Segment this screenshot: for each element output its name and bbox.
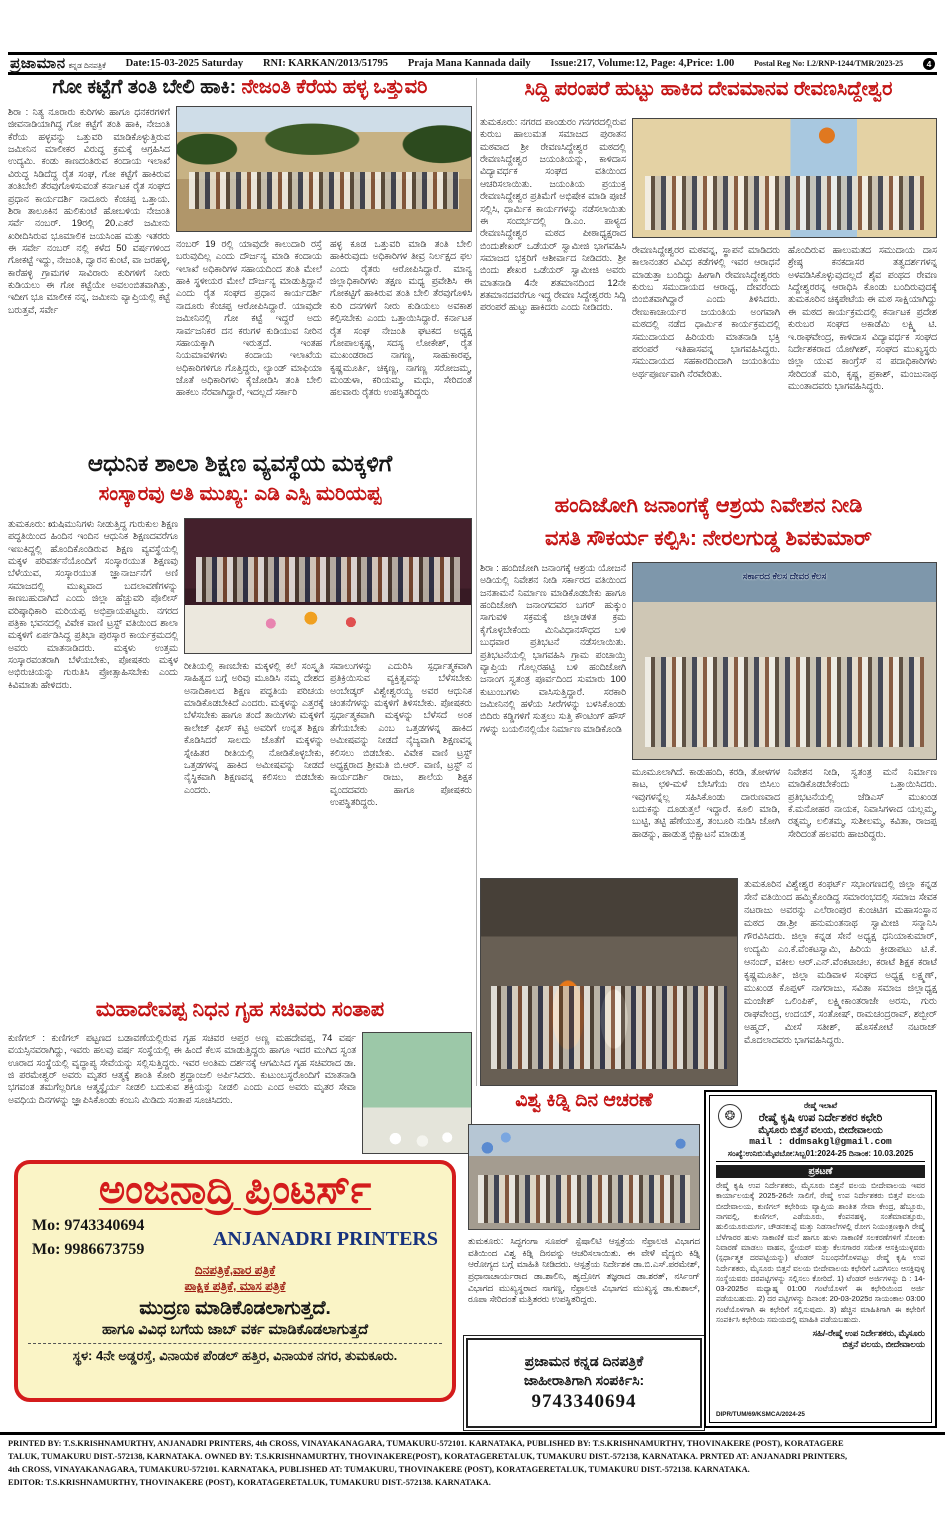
- notice-sign-line1: ಸಹಿ/-ರೇಷ್ಮೆ ಉಪ ನಿರ್ದೇಶಕರು, ಮೈಸೂರು: [812, 1328, 925, 1339]
- article4-headline-line1: ಹಂದಿಜೋಗಿ ಜನಾಂಗಕ್ಕೆ ಆಶ್ರಯ ನಿವೇಶನ ನೀಡಿ: [554, 494, 863, 517]
- ad-sub-line: ಹಾಗೂ ವಿವಿಧ ಬಗೆಯ ಜಾಬ್ ವರ್ಕ ಮಾಡಿಕೊಡಲಾಗುತ್ತದೆ: [101, 1322, 369, 1338]
- notice-sign-line2: ಬಿತ್ತನೆ ವಲಯ, ಬೀದೇವಾಲಯ: [842, 1339, 925, 1350]
- notice-department: ರೇಷ್ಮೆ ಇಲಾಖೆ: [803, 1101, 838, 1110]
- photo-kannada-sene-felicitation: [480, 878, 738, 1086]
- article7-body: ತುಮಕೂರು: ಸಿದ್ಧಗಂಗಾ ಸೂಪರ್ ಸ್ಪೆಷಾಲಿಟಿ ಆಸ್ಪತ್ರೆಯ ನೆಫ್ರಾಲಜಿ ವಿಭಾಗದ ವತಿಯಿಂದ ವಿಶ್ವ ಕಿಡ್ನಿ ದಿನವನ್ನು ಆಚರಿಸಲಾಯಿತು. ಈ ವೇಳೆ ವೈದ್ಯರು ಕಿಡ್ನಿ ಆರೋಗ್ಯದ ಬಗ್ಗೆ ಮಾಹಿತಿ ನೀಡಿದರು. ಆಸ್ಪತ್ರೆಯ ನಿರ್ದೇಶಕ ಡಾ.ಬಿ.ಎಸ್.ಪರಮೇಶ್, ಪ್ರಧಾನಾಚಾರ್ಯರಾದ ಡಾ.ಶಾಲಿನಿ, ಹೃದ್ರೋಗ ತಜ್ಞರಾದ ಡಾ.ಶರತ್, ನರ್ಸಿಂಗ್ ವಿಭಾಗದ ಮುಖ್ಯಸ್ಥರಾದ ನಾಗಣ್ಣ, ನೆಫ್ರಾಲಜಿ ವಿಭಾಗದ ಮುಖ್ಯಸ್ಥ ಡಾ.ಕುಶಾಲ್, ರೂಪಾ ಸೇರಿದಂತೆ ಮತ್ತಿತರರು ಉಪಸ್ಥಿತರಿದ್ದರು.: [468, 1236, 700, 1305]
- article6-body: ಕುಣಿಗಲ್ : ಕುಣಿಗಲ್ ಪಟ್ಟಣದ ಬಡಾವಣೆಯಲ್ಲಿರುವ ಗೃಹ ಸಚಿವರ ಆಪ್ತರ ಅಣ್ಣ ಮಹದೇವಪ್ಪ, 74 ವರ್ಷ ವಯಸ್ಸಿನವರಾಗಿದ್ದು, ಇವರು ಹಲವು ವರ್ಷ ಸಂಸ್ಥೆಯಲ್ಲಿ ಈ ಹಿಂದೆ ಕೆಲಸ ಮಾಡುತ್ತಿದ್ದರು ಹಾಗೂ ಇದರ ಮುಗಿದ ಸ್ವಂತ ಊರಾದ ಸಂಸ್ಥೆಯಲ್ಲಿ ವೃದ್ಧಾಪ್ಯ ಸೇವೆಯನ್ನು ಸಲ್ಲಿಸುತ್ತಿದ್ದರು. ಇವರ ಅಂತಿಮ ದರ್ಶನಕ್ಕೆ ಆಗಮಿಸಿದ ಗೃಹ ಸಚಿವರಾದ ಡಾ. ಜಿ ಪರಮೇಶ್ವರ್ ಅವರು ಮೃತರ ಆತ್ಮಕ್ಕೆ ಶಾಂತಿ ಕೋರಿ ಶ್ರದ್ಧಾಂಜಲಿ ಅರ್ಪಿಸಿದರು. ಕುಟುಂಬಸ್ಥರೊಂದಿಗೆ ಮಾತನಾಡಿ ಭಗವಂತ ತಮಗೆಲ್ಲರಿಗೂ ಆತ್ಮಸ್ಥೈರ್ಯ ನೀಡಲಿ ಬದುಕುವ ಶಕ್ತಿಯನ್ನು ನೀಡಲಿ ಎಂದು ಎಂದ ಅವರು ಮೃತರ ಸೇವಾ ಅವಧಿಯ ದಿನಗಳನ್ನು ಜ್ಞಾಪಿಸಿಕೊಂಡು ಕಂಬನಿ ಮಿಡಿದು ಸಂತಾಪ ಸೂಚಿಸಿದರು.: [8, 1033, 356, 1105]
- masthead-issue-info: Issue:217, Volume:12, Page: 4,Price: 1.00: [550, 58, 735, 69]
- notice-body: ರೇಷ್ಮೆ ಕೃಷಿ ಉಪ ನಿರ್ದೇಶಕರು, ಮೈಸೂರು ಬಿತ್ತನೆ ವಲಯ ಬೀದೇವಾಲಯ ಇವರ ಕಾರ್ಯಾಲಯಕ್ಕೆ 2025-26ನೇ ಸಾಲಿಗೆ, ರೇಷ್ಮೆ ಉಪ ನಿರ್ದೇಶಕರು ಬಿತ್ತನೆ ವಲಯ ಬೀದೇವಾಲಯ, ಕುಣಿಗಲ್ ಕಛೇರಿಯ ವ್ಯಾಪ್ತಿಯ ಶಾಂತಿತ ಸೇವಾ ಕೇಂದ್ರ, ಹೆಬ್ಬೂರು, ನಾಗವಲ್ಲಿ, ಕುಣಿಗಲ್, ಎಡೆಯೂರು, ಕೆಂಪನಹಳ್ಳಿ, ಸಂತೆಮಾವತ್ತೂರು, ಹುಲಿಯೂರುದುರ್ಗ, ಚೌಡನಕುಪ್ಪೆ ಮತ್ತು ನಿಡಸಾಲೆಗಳಲ್ಲಿ ರೋಗ ನಿಯಂತ್ರಣಕ್ಕಾಗಿ ರೇಷ್ಮೆ ಬೆಳೆಗಾರರ ಹುಳು ಸಾಕಾಣಿಕೆ ಮನೆ ಹಾಗೂ ಹುಳು ಸಾಕಾಣಿಕೆ ಸಲಕರಣೆಗಳಿಗೆ ಸೋಂಕು ನಿವಾರಣೆ ಮಾಡಲು ವಾಹನ, ಸ್ಪ್ರೇಯರ್ ಮತ್ತು ಕೆಲಸಗಾರರ ಸಮೇತ ಆಸಕ್ತಿಯುಳ್ಳವರು (ಸ್ಪರ್ಧಾತ್ಮಕ ದರಪಟ್ಟಿಯನ್ನು) ಟೆಂಡರ್ ನಿಬಂಧನೆಗೊಳಪಟ್ಟು ರೇಷ್ಮೆ ಕೃಷಿ ಉಪ ನಿರ್ದೇಶಕರು, ಮೈಸೂರು ಬಿತ್ತನೆ ವಲಯ ಬೀದೇವಾಲಯ ಕಛೇರಿಗೆ ಒದಗಿಸಲು ಆಸಕ್ತಿವುಳ್ಳ ಸಂಸ್ಥೆಯವರು ದರಪಟ್ಟಿಗಳನ್ನು ಸಲ್ಲಿಸಲು ಕೋರಿದೆ. 1) ಟೆಂಡರ್ ಅರ್ಜಿಗಳನ್ನು ದಿ : 14-03-2025ರ ಮಧ್ಯಾಹ್ನ 01:00 ಗಂಟೆಯೊಳಗೆ ಈ ಕಛೇರಿಯಿಂದ ಅರ್ಜಿ ಪಡೆಯಬಹುದು. 2) ದರ ಪಟ್ಟಿಗಳನ್ನು ದಿನಾಂಕ: 20-03-2025ರ ಸಾಯಂಕಾಲ 03:00 ಗಂಟೆಯೊಳಗಾಗಿ ಈ ಕಛೇರಿಗೆ ಸಲ್ಲಿಸುವುದು. 3) ಹೆಚ್ಚಿನ ಮಾಹಿತಿಗಾಗಿ ಈ ಕಛೇರಿಗೆ ಸಂಪರ್ಕಿಸಿ ಕಛೇರಿಯ ಸಮಯದಲ್ಲಿ ಮಾಹಿತಿ ಪಡೆಯಬಹುದು.: [716, 1181, 925, 1325]
- article1-column1: ಶಿರಾ : ನಿತ್ಯ ನೂರಾರು ಕುರಿಗಳು ಹಾಗೂ ಧನಕರಗಳಿಗೆ ಜೀವನಾಡಿಯಾಗಿದ್ದ ಗೋ ಕಟ್ಟೆಗೆ ತಂತಿ ಹಾಕಿ, ನೇಜಂತಿ ಕೆರೆಯ ಹಳ್ಳವನ್ನು ಒತ್ತುವರಿ ಮಾಡಿಕೊಳ್ಳುತ್ತಿರುವ ಜಮೀನಿನ ಮಾಲೀಕರ ವಿರುದ್ಧ ಕ್ರಮಕ್ಕೆ ಆಗ್ರಹಿಸಿದ ಉದ್ಯಮಿ. ಕಂಡು ಕಾಣದಂತಿರುವ ಕಂದಾಯ ಇಲಾಖೆ ವಿರುದ್ಧ ಸಿಡಿದೆದ್ದ ರೈತ ಸಂಘ, ಗೋ ಕಟ್ಟೆಗೆ ಹಾಕಿರುವ ತಂತಿಬೇಲಿ ತೆರವುಗೊಳಿಸುವಂತೆ ಕರ್ನಾಟಕ ರೈತ ಸಂಘದ ಪ್ರಧಾನ ಕಾರ್ಯದರ್ಶಿ ನಾದೂರು ಕೆಂಚಪ್ಪ ಒತ್ತಾಯ. ಶಿರಾ ತಾಲೂಕಿನ ಹುಲಿಕುಂಟೆ ಹೋಬಳಿಯ ನೇಜಂತಿ ಸರ್ವೆ ನಂಬರ್. 19ರಲ್ಲಿ 20.ಎಕರೆ ಜಮೀನು ಖರೀದಿಸಿರುವ ಭೂಮಾಲಿಕ ಜಯಸಿಂಹ ಮತ್ತು ಇತರರು ಈ ಸರ್ವೇ ನಂಬರ್ ನಲ್ಲಿ ಕಳೆದ 50 ವರ್ಷಗಳಿಂದ ಗೋಕಟ್ಟೆ ಇದ್ದು, ನೇಜಂತಿ, ದ್ವಾರನ ಕುಂಟೆ, ವಾ ಜರಹಳ್ಳಿ, ಕಾರೆಹಳ್ಳಿ ಗ್ರಾಮಗಳ ಸಾವಿರಾರು ಕುರಿಗಳಿಗೆ ನೀರು ಕುಡಿಯಲು ಈ ಗೋ ಕಟ್ಟೆಯೇ ಅವಲಂಬಿತವಾಗಿತ್ತು, ಇದೀಗ ಭೂ ಮಾಲೀಕ ನನ್ನ, ಜಮೀನು ವ್ಯಾಪ್ತಿಯಲ್ಲಿ ಕಟ್ಟೆ ಬರುತ್ತವೆ, ಸರ್ವೇ: [8, 107, 170, 315]
- masthead-brand: [10, 55, 106, 73]
- advertise-contact-box: [466, 1338, 702, 1428]
- masthead-paper-name: Praja Mana Kannada daily: [407, 58, 531, 69]
- photo-dais-function: [184, 518, 472, 654]
- sericulture-notice-box: [704, 1090, 937, 1428]
- article4-column3: ನಿವೇಶನ ನೀಡಿ, ಸ್ವತಂತ್ರ ಮನೆ ನಿರ್ಮಾಣ ಮಾಡಿಕೊಡಬೇಕೆಂದು ಒತ್ತಾಯಿಸಿದರು. ಪ್ರತಿಭಟನೆಯಲ್ಲಿ ಜೆಡಿಎಸ್ ಮುಖಂಡ ಕೆ.ಮನೋಹರ ನಾಯಕ, ನಿವಾಸಿಗಳಾದ ಯಲ್ಲಮ್ಮ, ರತ್ನಮ್ಮ, ಲಲಿತಮ್ಮ, ಸುಶೀಲಮ್ಮ, ಕವಿತಾ, ರಾಜಪ್ಪ ಸೇರಿದಂತೆ ಹಲವರು ಹಾಜರಿದ್ದರು.: [788, 767, 937, 839]
- photo-people-row: [491, 986, 727, 1068]
- article3-headline-red: ಸಂಸ್ಕಾರವು ಅತಿ ಮುಖ್ಯ: ಎಡಿ ಎಸ್ಪಿ ಮರಿಯಪ್ಪ: [98, 483, 382, 505]
- masthead-postal-reg: Postal Reg No: L2/RNP-1244/TMR/2023-25: [754, 59, 904, 68]
- contact-line1: ಪ್ರಜಾಮನ ಕನ್ನಡ ದಿನಪತ್ರಿಕೆ: [524, 1353, 644, 1369]
- article3-column1: ತುಮಕೂರು: ಋಷಿಮುನಿಗಳು ನೀಡುತ್ತಿದ್ದ ಗುರುಕುಲ ಶಿಕ್ಷಣ ಪದ್ಧತಿಯಿಂದ ಹಿಂದಿನ ಇಂದಿನ ಆಧುನಿಕ ಶಿಕ್ಷಣದವರೆಗೂ ಇಣುಕಿದ್ದಲ್ಲಿ ಹೊಂದಿಕೊಂಡಿರುವ ಶಿಕ್ಷಣ ವ್ಯವಸ್ಥೆಯಲ್ಲಿ ಮಕ್ಕಳ ಪರಿವರ್ತನೆಯೊಂದಿಗೆ ಸಂಸ್ಕಾರಯುತ ಶಿಕ್ಷಣವು ಬೆಳೆಯುವ, ಸಂಸ್ಕಾರಯುತ ಜ್ಞಾನಾರ್ಜನೆಗೆ ಅಣಿ ಸಮಾಜದಲ್ಲಿ ಮುಖ್ಯವಾದ ಬದಲಾವಣೆಗಳನ್ನು ಕಾಣಬಹುದಾಗಿದೆ ಎಂದು ಜಿಲ್ಲಾ ಹೆಚ್ಚುವರಿ ಪೊಲೀಸ್ ವರಿಷ್ಠಾಧಿಕಾರಿ ಮರಿಯಪ್ಪ ಅಭಿಪ್ರಾಯಪಟ್ಟರು. ನಗರದ ಪತ್ರಿಕಾ ಭವನದಲ್ಲಿ ವಿವೇಕ ವಾಣಿ ಟ್ರಸ್ಟ್ ವತಿಯಿಂದ ಶಾಲಾ ಮಕ್ಕಳಿಗೆ ಏರ್ಪಡಿಸಿದ್ದ ಪ್ರತಿಭಾ ಪುರಸ್ಕಾರ ಕಾರ್ಯಕ್ರಮದಲ್ಲಿ ಅವರು ಮಾತನಾಡಿದರು. ಮಕ್ಕಳು ಉತ್ತಮ ಸಂಸ್ಕಾರವಂತರಾಗಿ ಬೆಳೆಯಬೇಕು, ಪೋಷಕರು ಮಕ್ಕಳ ಅಭಿರುಚಿಯನ್ನು ಗುರುತಿಸಿ ಪ್ರೋತ್ಸಾಹಿಸಬೇಕು ಎಂದು ಕಿವಿಮಾತು ಹೇಳಿದರು.: [8, 519, 178, 690]
- ad-service-line1: ದಿನಪತ್ರಿಕೆ,ವಾರ ಪತ್ರಿಕೆ: [194, 1263, 276, 1277]
- photo-field-fence: [176, 106, 472, 232]
- article2-headline: ಸಿದ್ದಿ ಪರಂಪರೆ ಹುಟ್ಟು ಹಾಕಿದ ದೇವಮಾನವ ರೇವಣಸಿದ್ದೇಶ್ವರ: [524, 78, 893, 100]
- footer-line1: PRINTED BY: T.S.KRISHNAMURTHY, ANJANADRI PRINTERS, 4th CROSS, VINAYAKANAGARA, TUMAKURU-572101. KARNATAKA, PUBLISHED BY: T.S.KRISHNAMURTHY, THOVINAKERE (POST), KORATAGERE: [8, 1439, 844, 1448]
- article3-headline-black: ಆಧುನಿಕ ಶಾಲಾ ಶಿಕ್ಷಣ ವ್ಯವಸ್ಥೆಯ ಮಕ್ಕಳಿಗೆ: [87, 450, 393, 476]
- notice-zone: ಮೈಸೂರು ಬಿತ್ತನೆ ವಲಯ, ಬೀದೇವಾಲಯ: [758, 1125, 883, 1136]
- masthead-rni: RNI: KARKAN/2013/51795: [262, 58, 389, 69]
- masthead: [8, 52, 937, 75]
- ad-name-english: ANJANADRI PRINTERS: [212, 1228, 438, 1250]
- brand-logo: ಪ್ರಜಾಮಾನ: [10, 54, 66, 72]
- masthead-date: Date:15-03-2025 Saturday: [125, 58, 244, 69]
- footer-line3: 4th CROSS, VINAYAKANAGARA, TUMAKURU-572101. KARNATAKA, PUBLISHED AT: TUMAKURU, THOVINAKERE (POST), KORATAGERETALUK, TUMAKURU DIST.-572138. KARNATAKA.: [8, 1465, 750, 1475]
- notice-title-bar: ಪ್ರಕಟಣೆ: [716, 1165, 925, 1178]
- photo-people-row: [645, 176, 924, 230]
- article1-headline: [8, 76, 472, 104]
- ad-phone-numbers: [32, 1214, 144, 1262]
- article7-headline: ವಿಶ್ವ ಕಿಡ್ನಿ ದಿನ ಆಚರಣೆ: [515, 1090, 653, 1111]
- notice-email: mail : ddmsakgl@gmail.com: [749, 1136, 892, 1147]
- photo-people-row: [196, 557, 459, 603]
- photo-people-row: [478, 1175, 690, 1223]
- article2-column3: ಹೊಂದಿರುವ ಹಾಲುಮತದ ಸಮುದಾಯ ದಾಸ ಶ್ರೇಷ್ಠ ಕನಕದಾಸರ ತತ್ವದರ್ಶಗಳನ್ನ ಅಳವಡಿಸಿಕೊಳ್ಳುವುದಲ್ಲದೆ ಶೈವ ಪಂಥದ ರೇವಣ ಸಿದ್ದೇಶ್ವರರನ್ನ ಆರಾಧಿಸಿ ಕೊಂಡು ಬಂದಿರುವುದಕ್ಕೆ ತುಮಕೂರಿನ ಚಿಕ್ಕಪೇಟೆಯ ಈ ಮಠ ಸಾಕ್ಷಿಯಾಗಿದ್ದು ಈ ಮಠದ ಕಾರ್ಯಕ್ರಮದಲ್ಲಿ ಕರ್ನಾಟಕ ಪ್ರದೇಶ ಕುರುಬರ ಸಂಘದ ಅಕಾಡೆಮಿ ಲಕ್ಷ್ಮಿ ಟಿ. ಇ.ರಾಘವೇಂದ್ರ, ಕಾಳಿದಾಸ ವಿದ್ಯಾವರ್ಧಕ ಸಂಘದ ನಿರ್ದೇಶಕರಾದ ಯೋಗೀಶ್, ಸಂಘದ ಮುಖ್ಯಸ್ಥರು ಜಿಲ್ಲಾ ಯುವ ಕಾಂಗ್ರೆಸ್ ನ ಪದಾಧಿಕಾರಿಗಳು ಸೇರಿದಂತೆ ಮರಿ, ಕೃಷ್ಣ, ಪ್ರಕಾಶ್, ಮಂಜುನಾಥ ಮುಂತಾದವರು ಭಾಗವಹಿಸಿದ್ದರು.: [788, 245, 937, 391]
- ad-title: ಅಂಜನಾದ್ರಿ ಪ್ರಿಂಟರ್ಸ್: [98, 1168, 372, 1212]
- contact-line2: ಜಾಹೀರಾತಿಗಾಗಿ ಸಂಪರ್ಕಿಸಿ:: [523, 1372, 645, 1388]
- article4-column1: ಶಿರಾ : ಹಂದಿಜೋಗಿ ಜನಾಂಗಕ್ಕೆ ಆಶ್ರಯ ಯೋಜನೆ ಅಡಿಯಲ್ಲಿ ನಿವೇಶನ ನೀಡಿ ಸರ್ಕಾರದ ವತಿಯಿಂದ ಜನತಾಮನೆ ನಿರ್ಮಾಣ ಮಾಡಿಕೊಡಬೇಕು ಹಾಗೂ ಹಂದಿಜೋಗಿ ಜನಾಂಗದವರ ಬಗರ್ ಹುಕ್ಕುಂ ಸಾಗುವಳಿ ಸಕ್ರಮಕ್ಕೆ ಜಿಲ್ಲಾಡಳಿತ ಕ್ರಮ ಕೈಗೊಳ್ಳಬೇಕೆಂದು ಮಿನಿವಿಧಾನಸೌಧದ ಬಳಿ ಬುಧವಾರ ಪ್ರತಿಭಟನೆ ನಡೆಸಲಾಯಿತು. ಪ್ರತಿಭಟನೆಯಲ್ಲಿ ಭಾಗವಹಿಸಿ ಗ್ರಾಮ ಪಂಚಾಯ್ತಿ ವ್ಯಾಪ್ತಿಯ ಗೊಲ್ಲರಹಟ್ಟಿ ಬಳಿ ಹಂದಿಜೋಗಿ ಜನಾಂಗ ಸ್ವತಂತ್ರ ಪೂರ್ವದಿಂದ ಸುಮಾರು 100 ಕುಟುಂಬಗಳು ವಾಸಿಸುತ್ತಿದ್ದಾರೆ. ಸರಕಾರಿ ಜಮೀನಿನಲ್ಲಿ ಹಳೆಯ ಸೀರೆಗಳನ್ನು ಬಳಸಿಕೊಂಡು ಬಿದಿರು ಕಡ್ಡಿಗಳಿಗೆ ಸುತ್ತಲು ಸುತ್ತಿ ಕೌಂಟಿಂಗ್ ಹೌಸ್ ಗಳನ್ನು ಬಯಲಿನಲ್ಲಿಯೇ ನಿರ್ಮಾಣ ಮಾಡಿಕೊಂಡಿ: [480, 563, 626, 734]
- govt-emblem-icon: ❂: [718, 1104, 742, 1128]
- photo-people-row: [645, 657, 924, 747]
- article3-column2: ರೀತಿಯಲ್ಲಿ ಕಾಣಬೇಕು ಮಕ್ಕಳಲ್ಲಿ ಕಲೆ ಸಂಸ್ಕೃತಿ ಸಾಹಿತ್ಯದ ಬಗ್ಗೆ ಅರಿವು ಮೂಡಿಸಿ ನಮ್ಮ ದೇಶದ ಅನಾದಿಕಾಲದ ಶಿಕ್ಷಣ ಪದ್ಧತಿಯ ಪರಿಚಯ ಮಾಡಿಕೊಡಬೇಕಿದೆ ಎಂದರು. ಮಕ್ಕಳನ್ನು ಎತ್ತರಕ್ಕೆ ಬೆಳೆಸಬೇಕು ಹಾಗೂ ತಂದೆ ತಾಯಿಗಳು ಮಕ್ಕಳಿಗೆ ಕಾಲೇಜ್ ಫೀಸ್ ಕಟ್ಟಿ ಅವರಿಗೆ ಉನ್ನತ ಶಿಕ್ಷಣ ಕೊಡಿಸಿದರೆ ಸಾಲದು ಜೊತೆಗೆ ಮಕ್ಕಳನ್ನು ಸ್ನೇಹಿತರ ರೀತಿಯಲ್ಲಿ ನೋಡಿಕೊಳ್ಳಬೇಕು, ಒತ್ತಡಗಳನ್ನ ಹಾಕಿದ ಅಮೀಷವನ್ನು ನೀಡದೆ ನೈಸ್ಥಿಕವಾಗಿ ಶಿಕ್ಷಣವನ್ನ ಕಲಿಸಲು ಬಿಡಬೇಕು ಎಂದರು.: [184, 661, 324, 795]
- anjanadri-printers-ad: [14, 1160, 456, 1402]
- photo-people-row: [189, 172, 460, 209]
- notice-dipr-code: DIPR/TUM/69/KSMCA/2024-25: [716, 1411, 805, 1418]
- ad-divider: [28, 1343, 442, 1344]
- article2-column2: ರೇವಣಸಿದ್ದೇಶ್ವರರ ಮಠವನ್ನ, ಸ್ಥಾಪನೆ ಮಾಡಿದರು ಕಾಲಾನಂತರ ವಿವಿಧ ಕಡೆಗಳಲ್ಲಿ ಇವರ ಆರಾಧನೆ ಮಾಡುತ್ತಾ ಬಂದಿದ್ದು ಹೀಗಾಗಿ ರೇವಣಸಿದ್ದೇಶ್ವರರು ಕುರುಬ ಸಮುದಾಯದ ಆರಾಧ್ಯ, ದೇವರೆಂದು ಬಿಂಬಿತವಾಗಿದ್ದಾರೆ ಎಂದು ತಿಳಿಸಿದರು. ರೇಣುಕಾಚಾರ್ಯರ ಜಯಂತಿಯ ಅಂಗವಾಗಿ ಮಠದಲ್ಲಿ ನಡೆದ ಧಾರ್ಮಿಕ ಕಾರ್ಯಕ್ರಮದಲ್ಲಿ ಸಮುದಾಯದ ಹಿರಿಯರು ಮಾತನಾಡಿ ಭಕ್ತಿ ಪರಂಪರೆ ಇತಿಹಾಸವನ್ನ ಭಾಗವಹಿಸಿದ್ದರು. ಸಮುದಾಯದ ಸಹಕಾರದಿಂದಾಗಿ ಜಯಂತಿಯು ಅರ್ಥಪೂರ್ಣವಾಗಿ ನೆರವೇರಿತು.: [632, 245, 780, 379]
- ad-phone-1: Mo: 9743340694: [32, 1217, 145, 1234]
- footer-rule: [0, 1432, 945, 1435]
- article1-headline-red: ನೇಜಂತಿ ಕೆರೆಯ ಹಳ್ಳ ಒತ್ತುವರಿ: [241, 76, 428, 98]
- ad-service-line2: ಪಾಕ್ಷಿಕ ಪತ್ರಿಕೆ, ಮಾಸ ಪತ್ರಿಕೆ: [184, 1279, 286, 1293]
- article6-headline: ಮಹಾದೇವಪ್ಪ ನಿಧನ ಗೃಹ ಸಚಿವರು ಸಂತಾಪ: [95, 998, 385, 1021]
- footer-line4: EDITOR: T.S.KRISHNAMURTHY, THOVINAKERE (POST), KORATAGERETALUK, TUMAKURU DIST.-572138. KARNATAKA.: [8, 1478, 491, 1488]
- center-column-rule: [476, 78, 477, 1086]
- contact-phone: 9743340694: [531, 1391, 637, 1412]
- footer-line2: TALUK, TUMAKURU DIST.-572138, KARNATAKA. OWNED BY: T.S.KRISHNAMURTHY, THOVINAKERE(POST), KORATAGERETALUK, TUMAKURU DIST.-572138, KARNATAKA. PRNTED AT: ANJANADRI PRINTERS,: [8, 1452, 848, 1462]
- article2-column1: ತುಮಕೂರು: ನಗರದ ಪಾಂಡುರಂ ಗನಗರದಲ್ಲಿರುವ ಕುರುಬ ಹಾಲುಮತ ಸಮಾಜದ ಪುರಾತನ ಮಠವಾದ ಶ್ರೀ ರೇವಣಸಿದ್ದೇಶ್ವರ ಮಠದಲ್ಲಿ ರೇವಣಸಿದ್ದೇಶ್ವರ ಜಯಂತಿಯನ್ನು, ಕಾಳಿದಾಸ ವಿದ್ಯಾವರ್ಧಕ ಸಂಘದ ವತಿಯಿಂದ ಆಚರಿಸಲಾಯಿತು. ಜಯಂತಿಯ ಪ್ರಯುಕ್ತ ರೇವಣಸಿದ್ದೇಶ್ವರ ಪ್ರತಿಮೆಗೆ ಅಭಿಷೇಕ ಮಾಡಿ ಪೂಜೆ ಸಲ್ಲಿಸಿ, ಧಾರ್ಮಿಕ ಕಾರ್ಯಗಳನ್ನು ನಡೆಸಲಾಯಿತು ಈ ಸಂದರ್ಭದಲ್ಲಿ ಡಿ.ಎಂ. ಪಾಳ್ಯದ ರೇವಣಸಿದ್ದೇಶ್ವರ ಮಠದ ಪೀಠಾಧ್ಯಕ್ಷರಾದ ಬಿಂದುಶೇಖರ್ ಒಡೆಯರ್ ಸ್ವಾಮೀಜಿ ಭಾಗವಹಿಸಿ ಸಮಾಜದ ಭಕ್ತರಿಗೆ ಆಶೀರ್ವಾದ ನೀಡಿದರು. ಶ್ರೀ ಬಿಂದು ಶೇಖರ ಒಡೆಯರ್ ಸ್ವಾಮೀಜಿ ಅವರು ಮಾತನಾಡಿ 4ನೇ ಶತಮಾನದಿಂದ 12ನೇ ಶತಮಾನದವರೆಗೂ ಇದ್ದ ರೇವಣ ಸಿದ್ದೇಶ್ವರರು ಸಿದ್ದಿ ಪರಂಪರೆ ಹುಟ್ಟು ಹಾಕಿದರು ಎಂದು ನೀಡಿದರು.: [480, 117, 626, 313]
- notice-office: ರೇಷ್ಮೆ ಕೃಷಿ ಉಪ ನಿರ್ದೇಶಕರ ಕಛೇರಿ: [758, 1112, 883, 1124]
- photo-condolence-visit: [362, 1032, 472, 1154]
- article5-caption: ತುಮಕೂರಿನ ವಿಶ್ವೇಶ್ವರ ಕಂಫರ್ಟ್ ಸಭಾಂಗಣದಲ್ಲಿ ಜಿಲ್ಲಾ ಕನ್ನಡ ಸೇನೆ ವತಿಯಿಂದ ಹಮ್ಮಿಕೊಂಡಿದ್ದ ಸಮಾರಂಭದಲ್ಲಿ ಸಮಾಜ ಸೇವಕ ನಟರಾಜು ಅವರನ್ನು ಎಲೆರಾಂಪುರ ಕುಂಚಿಟಿಗ ಮಹಾಸಂಸ್ಥಾನ ಮಠದ ಡಾ.ಶ್ರೀ ಹನುಮಂತನಾಥ ಸ್ವಾಮೀಜಿ ಸನ್ಮಾನಿಸಿ ಗೌರವಿಸಿದರು. ಜಿಲ್ಲಾ ಕನ್ನಡ ಸೇನೆ ಅಧ್ಯಕ್ಷ ಧನಿಯಾಕುಮಾರ್, ಉದ್ಯಮಿ ಎಂ.ಕೆ.ವೆಂಕಟಸ್ವಾಮಿ, ಹಿರಿಯ ಕ್ರೀಡಾಪಟು ಟಿ.ಕೆ. ಆನಂದ್, ವಕೀಲ ಆರ್.ಎನ್.ವೆಂಕಟಾಚಲ, ಕರಾಟೆ ಶಿಕ್ಷಕ ಕರಾಟೆ ಕೃಷ್ಣಮೂರ್ತಿ, ಜಿಲ್ಲಾ ಮಡಿವಾಳ ಸಂಘದ ಅಧ್ಯಕ್ಷ ಲಕ್ಷ್ಮಣ್, ಮುಖಂಡ ಕೊಪ್ಪಳ್ ನಾಗರಾಜು, ಸವಿತಾ ಸಮಾಜ ಜಿಲ್ಲಾಧ್ಯಕ್ಷ ಮಂಜೇಶ್ ಒಲಿಂಪಿಕ್, ಲಕ್ಷ್ಮೀಕಾಂತರಾಜೇ ಅರಸು, ಗುರು ರಾಘವೇಂದ್ರ, ಉದಯ್, ಸಂತೋಷ್, ರಾಮಚಂದ್ರರಾವ್, ಶಬ್ಬೀರ್ ಅಹ್ಮದ್, ಮೀಸೆ ಸತೀಶ್, ಹೊಸಕೋಟೆ ನಟರಾಜ್ ಮೊದಲಾದವರು ಭಾಗವಹಿಸಿದ್ದರು.: [744, 878, 937, 1045]
- notice-signature: [716, 1328, 925, 1350]
- ad-phone-2: Mo: 9986673759: [32, 1241, 145, 1258]
- brand-subtitle: ಕನ್ನಡ ದಿನಪತ್ರಿಕೆ: [68, 60, 106, 70]
- article4-column2: ಮೂಮೂಲಾಗಿದೆ. ಕಾಡುಹಂದಿ, ಕರಡಿ, ತೋಳಗಳ ಕಾಟ, ಛಳಿ-ಮಳೆ ಬೇಸಿಗೆಯ ರಣ ಬಿಸಿಲು ಇವುಗಳನ್ನೆಲ್ಲ ಸಹಿಸಿಕೊಂಡು ದಾರುಣವಾದ ಬದುಕನ್ನು ದೂಡುತ್ತಲೆ ಇದ್ದಾರೆ. ಕೂಲಿ ಮಾಡಿ, ಬುಟ್ಟಿ, ತಟ್ಟಿ ಹೆಣೆಯುತ್ತ, ತಂಬೂರಿ ನುಡಿಸಿ ಜೋಗಿ ಹಾಡನ್ನು, ಹಾಡುತ್ತ ಭಿಕ್ಷಾಟನೆ ಮಾಡುತ್ತ: [632, 767, 780, 839]
- photo-kidney-day-group: [468, 1124, 700, 1230]
- article1-column2: ನಂಬರ್ 19 ರಲ್ಲಿ ಯಾವುದೇ ಕಾಲುದಾರಿ ರಸ್ತೆ ಬರುವುದಿಲ್ಲ ಎಂದು ದೌರ್ಜನ್ಯ ಮಾಡಿ ಕಂದಾಯ ಇಲಾಖೆ ಅಧಿಕಾರಿಗಳ ಸಹಾಯದಿಂದ ತಂತಿ ಮೇಲೆ ಹಾಕಿ ಸ್ಥಳೀಯರ ಮೇಲೆ ದೌರ್ಜನ್ಯ ಮಾಡುತ್ತಿದ್ದಾನೆ ಎಂದು ರೈತ ಸಂಘದ ಪ್ರಧಾನ ಕಾರ್ಯದರ್ಶಿ ನಾದೂರು ಕೆಂಚಪ್ಪ ಆರೋಪಿಸಿದ್ದಾರೆ. ಯಾವುದೇ ಜಮೀನಿನಲ್ಲಿ ಗೋ ಕಟ್ಟೆ ಇದ್ದರೆ ಅದು ಸಾರ್ವಜನಿಕರ ದನ ಕರುಗಳ ಕುಡಿಯುವ ನೀರಿನ ಸಹಾಯಕ್ಕಾಗಿ ಇರುತ್ತದೆ. ಇಂತಹ ನಿಯಮಾವಳಿಗಳು ಕಂದಾಯ ಇಲಾಖೆಯ ಅಧಿಕಾರಿಗಳಿಗೂ ಗೊತ್ತಿದ್ದರು, ಲ್ಯಾಂಡ್ ಮಾಫಿಯಾ ಜೊತೆ ಅಧಿಕಾರಿಗಳು ಕೈಜೋಡಿಸಿ ತಂತಿ ಬೇಲಿ ಹಾಕಲು ನೆರವಾಗಿದ್ದಾರೆ, ಇದಲ್ಲದೆ ಸರ್ಕಾರಿ: [176, 239, 322, 398]
- imprint-footer: [8, 1437, 937, 1489]
- article1-headline-black: ಗೋ ಕಟ್ಟೆಗೆ ತಂತಿ ಬೇಲಿ ಹಾಕಿ:: [52, 76, 237, 98]
- article1-column3: ಹಳ್ಳ ಕೂಡ ಒತ್ತುವರಿ ಮಾಡಿ ತಂತಿ ಬೇಲಿ ಹಾಕಿರುವುದು ಅಧಿಕಾರಿಗಳ ತೀವ್ರ ನಿರ್ಲಕ್ಷದ ಫಲ ಎಂದು ರೈತರು ಆರೋಪಿಸಿದ್ದಾರೆ. ಮಾನ್ಯ ಜಿಲ್ಲಾಧಿಕಾರಿಗಳು ತಕ್ಷಣ ಮಧ್ಯ ಪ್ರವೇಶಿಸಿ ಈ ಗೋಕಟ್ಟಿಗೆ ಹಾಕಿರುವ ತಂತಿ ಬೇಲಿ ತೆರವುಗೊಳಿಸಿ ಕುರಿ ದನಗಳಿಗೆ ನೀರು ಕುಡಿಯಲು ಅವಕಾಶ ಕಲ್ಪಿಸಬೇಕು ಎಂದು ಒತ್ತಾಯಿಸಿದ್ದಾರೆ. ಕರ್ನಾಟಕ ರೈತ ಸಂಘ ನೇಜಂತಿ ಘಟಕದ ಅಧ್ಯಕ್ಷ ಗೋಪಾಲಕೃಷ್ಣ, ಸದಸ್ಯ ಲೋಕೇಶ್, ರೈತ ಮುಖಂಡರಾದ ನಾಗಣ್ಣ, ಸಾಹುಕಾರಪ್ಪ, ಕೃಷ್ಣಮೂರ್ತಿ, ಚಿಕ್ಕಣ್ಣ, ನಾಗಣ್ಣ ಸರೋಜಮ್ಮ, ಮಂಡುಳಾ, ಕರಿಯಮ್ಮ, ಮಧು, ಸೇರಿದಂತೆ ಹಲವಾರು ರೈತರು ಉಪಸ್ಥಿತರಿದ್ದರು: [330, 239, 472, 398]
- page-number-badge: 4: [923, 58, 935, 70]
- photo-banner-text: ಸರ್ಕಾರದ ಕೆಲಸ ದೇವರ ಕೆಲಸ: [742, 570, 827, 581]
- notice-reference-number: ಸಂಖ್ಯೆ:ಉನಿಬಿ:ಮೈವಬೋ:ಸಿಬ್ಬ01:2024-25 ದಿನಾಂಕ: 10.03.2025: [716, 1149, 925, 1162]
- photo-mutt-ceremony: [632, 118, 937, 238]
- ad-address: ಸ್ಥಳ: 4ನೇ ಅಡ್ಡರಸ್ತೆ, ವಿನಾಯಕ ಪೆಂಡಲ್ ಹತ್ತಿರ, ವಿನಾಯಕ ನಗರ, ತುಮಕೂರು.: [72, 1348, 398, 1363]
- article3-column3: ಸವಾಲುಗಳನ್ನು ಎದುರಿಸಿ ಸ್ಪರ್ಧಾತ್ಮಕವಾಗಿ ಪ್ರತಿಕ್ರಿಯಿಸುವ ವ್ಯಕ್ತಿತ್ವವನ್ನು ಬೆಳೆಸಬೇಕು ಅಂಬೇಡ್ಕರ್ ವಿಶ್ವೇಶ್ವರಯ್ಯ ಅವರ ಆಧುನಿಕ ಚಿಂತನೆಗಳನ್ನು ಮಕ್ಕಳಿಗೆ ತಿಳಿಸಬೇಕು. ಪೋಷಕರು ಸ್ಪರ್ಧಾತ್ಮಕವಾಗಿ ಮಕ್ಕಳನ್ನು ಬೆಳೆಸದೆ ಅಂಕ ತೆಗೆಯಬೇಕು ಎಂಬ ಒತ್ತಡಗಳನ್ನ ಹಾಕಿದ ಅಮೀಷವನ್ನು ನೀಡದೆ ನೈಜ್ಯವಾಗಿ ಶಿಕ್ಷಣವನ್ನ ಕಲಿಸಲು ಬಿಡಬೇಕು. ವಿವೇಕ ವಾಣಿ ಟ್ರಸ್ಟ್ ಅಧ್ಯಕ್ಷರಾದ ಶ್ರೀಮತಿ ಬಿ.ಆರ್. ವಾಣಿ, ಟ್ರಸ್ಟ್ ನ ಕಾರ್ಯದರ್ಶಿ ರಾಜು, ಶಾಲೆಯ ಶಿಕ್ಷಕ ವೃಂದದವರು ಹಾಗೂ ಪೋಷಕರು ಉಪಸ್ಥಿತರಿದ್ದರು.: [330, 661, 472, 807]
- photo-protest-handover: [632, 562, 937, 760]
- ad-main-line: ಮುದ್ರಣ ಮಾಡಿಕೊಡಲಾಗುತ್ತದೆ.: [139, 1298, 331, 1319]
- ad-contact-row: [18, 1212, 452, 1262]
- article4-headline-line2: ವಸತಿ ಸೌಕರ್ಯ ಕಲ್ಪಿಸಿ: ನೇರಲಗುಡ್ಡ ಶಿವಕುಮಾರ್: [545, 527, 872, 550]
